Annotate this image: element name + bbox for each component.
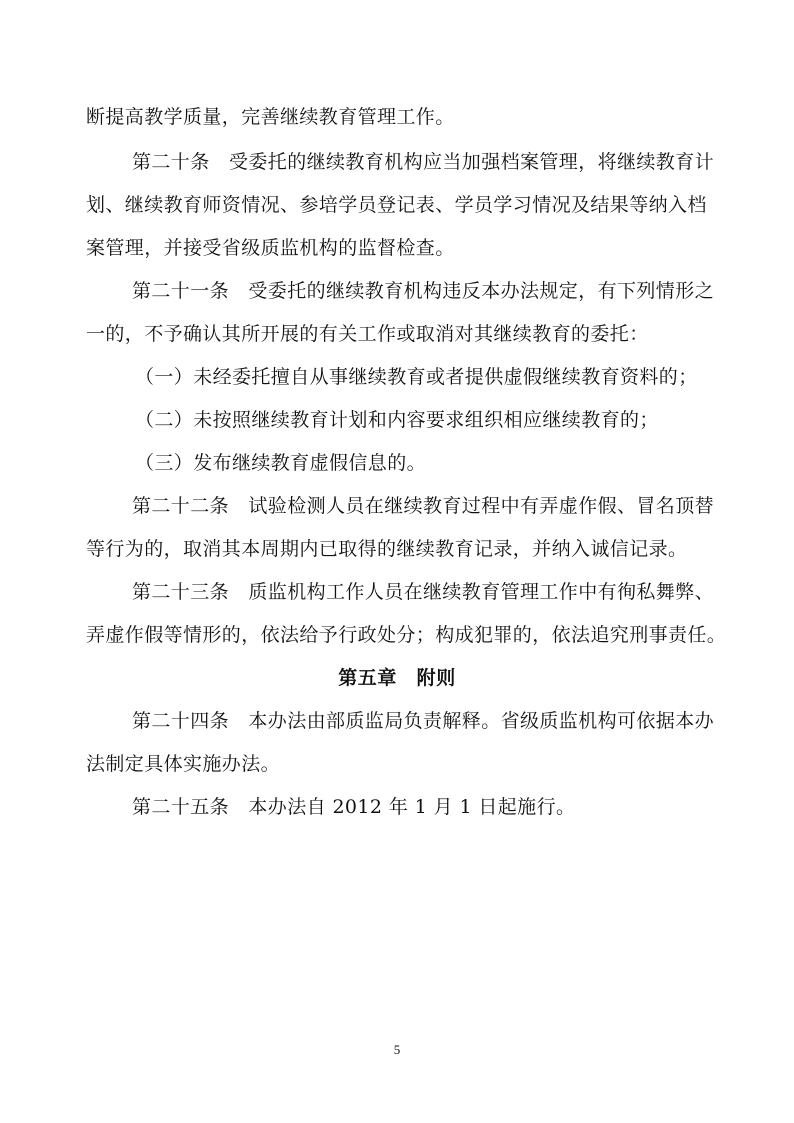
article-24-line-2: 法制定具体实施办法。 (86, 753, 281, 775)
list-item-2: （二）未按照继续教育计划和内容要求组织相应继续教育的； (135, 409, 659, 431)
article-23-line-1: 第二十三条 质监机构工作人员在继续教育管理工作中有徇私舞弊、 (132, 581, 715, 603)
article-21-line-1: 第二十一条 受委托的继续教育机构违反本办法规定，有下列情形之 (132, 280, 715, 302)
article-20-line-2: 划、继续教育师资情况、参培学员登记表、学员学习情况及结果等纳入档 (86, 194, 707, 216)
article-23-line-2: 弄虚作假等情形的，依法给予行政处分；构成犯罪的，依法追究刑事责任。 (86, 624, 727, 646)
article-24-line-1: 第二十四条 本办法由部质监局负责解释。省级质监机构可依据本办 (132, 710, 715, 732)
article-22-line-2: 等行为的，取消其本周期内已取得的继续教育记录，并纳入诚信记录。 (86, 538, 688, 560)
list-item-1: （一）未经委托擅自从事继续教育或者提供虚假继续教育资料的； (135, 366, 698, 388)
article-21-line-2: 一的，不予确认其所开展的有关工作或取消对其继续教育的委托： (86, 323, 649, 345)
list-item-3: （三）发布继续教育虚假信息的。 (135, 452, 427, 474)
page-number: 5 (393, 1042, 401, 1057)
article-22-line-1: 第二十二条 试验检测人员在继续教育过程中有弄虚作假、冒名顶替 (132, 495, 715, 517)
article-25-line-1: 第二十五条 本办法自 2012 年 1 月 1 日起施行。 (132, 796, 576, 818)
article-20-line-3: 案管理，并接受省级质监机构的监督检查。 (86, 237, 455, 259)
article-20-line-1: 第二十条 受委托的继续教育机构应当加强档案管理，将继续教育计 (132, 151, 715, 173)
chapter-heading: 第五章 附则 (338, 667, 456, 689)
paragraph-line: 断提高教学质量，完善继续教育管理工作。 (86, 106, 455, 128)
